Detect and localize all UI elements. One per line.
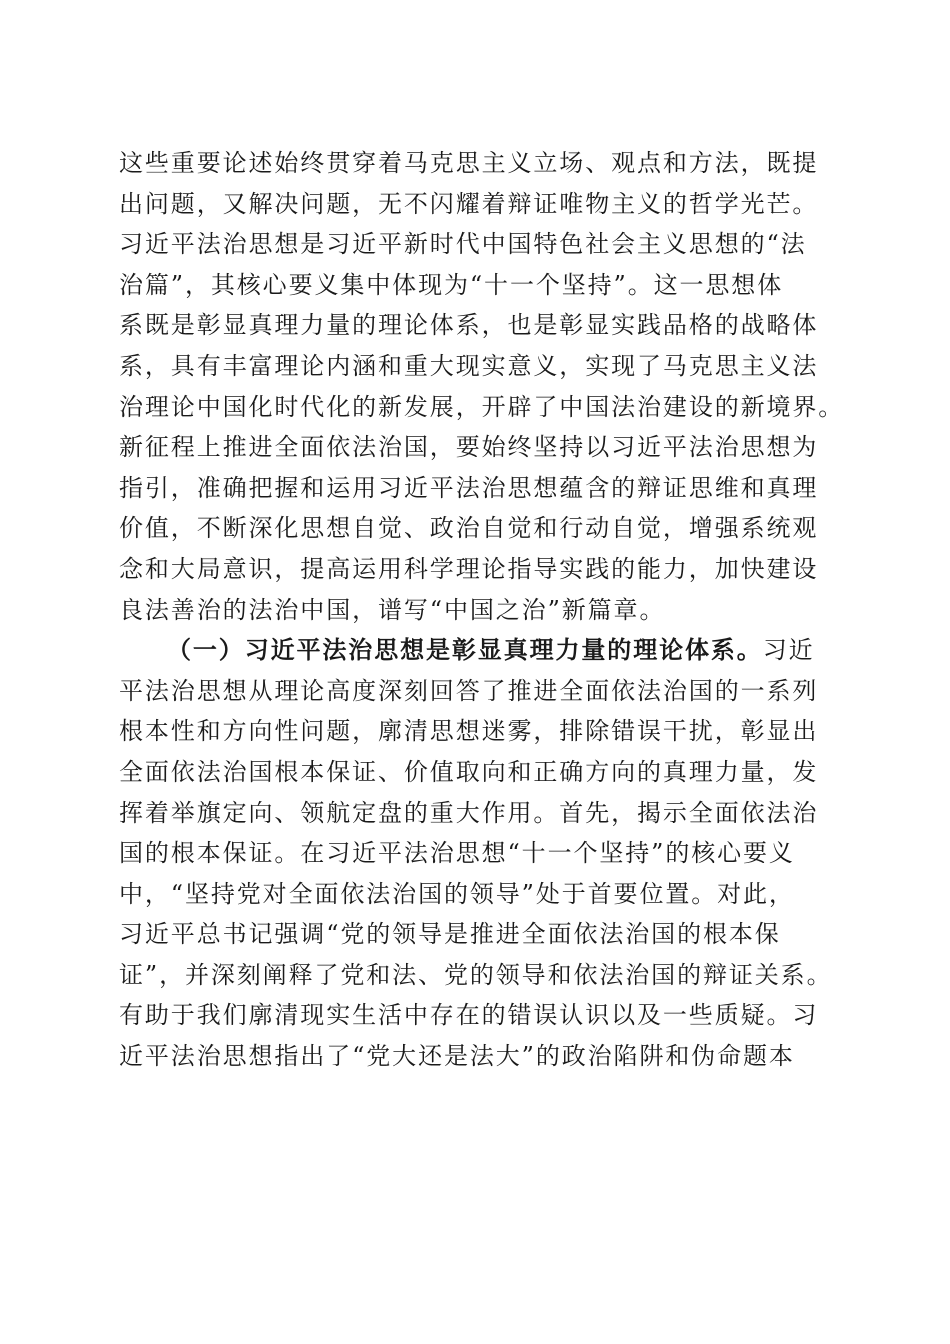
section-heading-line	[119, 630, 839, 671]
text-line-5: 系既是彰显真理力量的理论体系，也是彰显实践品格的战略体	[119, 311, 819, 340]
section-heading-rest: 习近	[762, 636, 815, 665]
text-line-12: 良法善治的法治中国，谱写“中国之治”新篇章。	[119, 595, 666, 624]
text-line-9: 指引，准确把握和运用习近平法治思想蕴含的辩证思维和真理	[119, 473, 819, 502]
text-line-8: 新征程上推进全面依法治国，要始终坚持以习近平法治思想为	[119, 433, 819, 462]
section-line-2: 根本性和方向性问题，廓清思想迷雾，排除错误干扰，彰显出	[119, 717, 819, 746]
section-line-9: 有助于我们廓清现实生活中存在的错误认识以及一些质疑。习	[119, 1001, 819, 1030]
text-line-1: 这些重要论述始终贯穿着马克思主义立场、观点和方法，既提	[119, 149, 819, 177]
section-line-1: 平法治思想从理论高度深刻回答了推进全面依法治国的一系列	[119, 676, 819, 705]
text-line-3: 习近平法治思想是习近平新时代中国特色社会主义思想的“法	[119, 230, 807, 259]
text-line-10: 价值，不断深化思想自觉、政治自觉和行动自觉，增强系统观	[119, 514, 819, 543]
text-line-11: 念和大局意识，提高运用科学理论指导实践的能力，加快建设	[119, 554, 819, 583]
body-text	[119, 143, 845, 1077]
section-line-8: 证”，并深刻阐释了党和法、党的领导和依法治国的辩证关系。	[119, 960, 833, 989]
section-line-10: 近平法治思想指出了“党大还是法大”的政治陷阱和伪命题本	[119, 1042, 795, 1071]
section-line-5: 国的根本保证。在习近平法治思想“十一个坚持”的核心要义	[119, 839, 795, 868]
section-line-6: 中，“坚持党对全面依法治国的领导”处于首要位置。对此，	[119, 879, 795, 908]
section-line-7: 习近平总书记强调“党的领导是推进全面依法治国的根本保	[119, 920, 781, 949]
section-heading: （一）习近平法治思想是彰显真理力量的理论体系。	[167, 635, 763, 665]
text-line-7: 治理论中国化时代化的新发展，开辟了中国法治建设的新境界。	[119, 392, 845, 421]
text-line-4: 治篇”，其核心要义集中体现为“十一个坚持”。这一思想体	[119, 270, 784, 299]
text-line-2: 出问题，又解决问题，无不闪耀着辩证唯物主义的哲学光芒。	[119, 189, 819, 218]
text-line-6: 系，具有丰富理论内涵和重大现实意义，实现了马克思主义法	[119, 351, 819, 380]
section-line-4: 挥着举旗定向、领航定盘的重大作用。首先，揭示全面依法治	[119, 798, 819, 827]
section-line-3: 全面依法治国根本保证、价值取向和正确方向的真理力量，发	[119, 757, 819, 786]
